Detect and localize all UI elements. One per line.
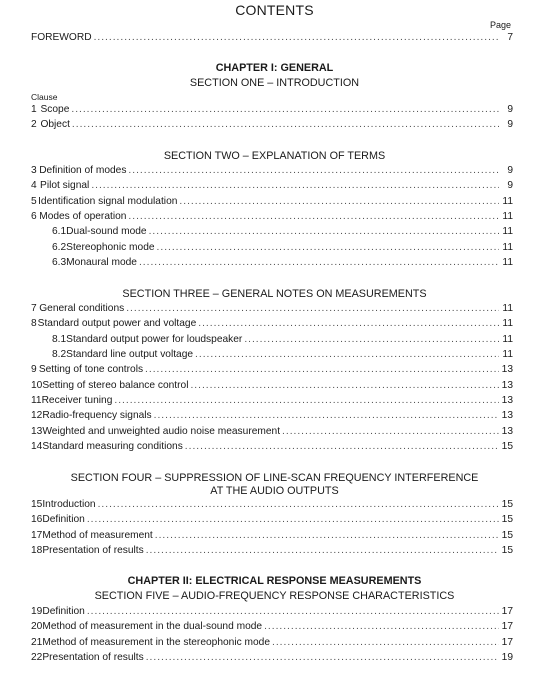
toc-entry-number: 4 <box>31 180 37 191</box>
toc-entry-number: 8.1 <box>52 334 67 345</box>
toc-entry-text: Radio-frequency signals <box>42 410 152 421</box>
leader-dots <box>72 119 499 130</box>
toc-entry[interactable] <box>31 318 513 332</box>
leader-dots <box>157 242 499 253</box>
leader-dots <box>145 364 499 375</box>
toc-entry[interactable] <box>31 196 513 210</box>
toc-entry-number: 6 <box>31 211 37 222</box>
toc-entry-text: General conditions <box>39 303 125 314</box>
toc-entry-page: 9 <box>507 165 513 176</box>
leader-dots <box>149 226 499 237</box>
toc-entry-page: 13 <box>501 380 513 391</box>
toc-entry-text: Setting of tone controls <box>38 364 144 375</box>
leader-dots <box>282 426 499 437</box>
page-title: CONTENTS <box>235 2 314 18</box>
toc-entry-number: 18 <box>31 545 43 556</box>
toc-entry-page: 15 <box>501 530 513 541</box>
leader-dots <box>146 652 499 663</box>
toc-entry-page: 15 <box>501 514 513 525</box>
toc-entry-page: 15 <box>501 499 513 510</box>
section-heading: SECTION TWO – EXPLANATION OF TERMS <box>163 150 386 162</box>
toc-entry-page: 11 <box>502 303 513 314</box>
toc-entry-page: 11 <box>502 211 513 222</box>
toc-entry-text: FOREWORD <box>31 32 92 43</box>
toc-entry-number: 6.1 <box>52 226 67 237</box>
chapter-heading: CHAPTER I: GENERAL <box>215 62 334 74</box>
toc-entry-text: Monaural mode <box>66 257 137 268</box>
leader-dots <box>155 530 499 541</box>
toc-entry-page: 11 <box>502 334 513 345</box>
toc-entry-text: Method of measurement in the dual-sound mode <box>42 621 263 632</box>
toc-entry[interactable] <box>31 104 513 118</box>
toc-entry[interactable] <box>31 426 513 440</box>
toc-entry[interactable] <box>31 499 513 513</box>
toc-entry[interactable] <box>31 165 513 179</box>
toc-entry-number: 3 <box>31 165 37 176</box>
toc-entry-number: 14 <box>31 441 43 452</box>
toc-entry-text: Receiver tuning <box>41 395 113 406</box>
section-heading-continued: AT THE AUDIO OUTPUTS <box>210 485 339 497</box>
leader-dots <box>91 180 499 191</box>
toc-entry-number: 8 <box>31 318 37 329</box>
toc-entry[interactable] <box>31 606 513 620</box>
leader-dots <box>128 211 499 222</box>
toc-entry-page: 17 <box>501 606 513 617</box>
chapter-heading: CHAPTER II: ELECTRICAL RESPONSE MEASUREMENTS <box>127 575 422 587</box>
toc-entry[interactable] <box>31 441 513 455</box>
leader-dots <box>264 621 499 632</box>
leader-dots <box>139 257 499 268</box>
toc-entry-page: 13 <box>501 395 513 406</box>
toc-entry-page: 15 <box>501 441 513 452</box>
toc-entry-number: 9 <box>31 364 37 375</box>
toc-subentry[interactable] <box>52 242 513 256</box>
toc-entry-text: Definition of modes <box>39 165 127 176</box>
toc-entry-text: Identification signal modulation <box>38 196 178 207</box>
toc-entry-number: 21 <box>31 637 43 648</box>
toc-entry-page: 9 <box>507 180 513 191</box>
toc-entry[interactable] <box>31 621 513 635</box>
toc-entry-text: Standard measuring conditions <box>42 441 183 452</box>
toc-entry-text: Presentation of results <box>42 652 144 663</box>
toc-entry-page: 11 <box>502 242 513 253</box>
section-heading: SECTION THREE – GENERAL NOTES ON MEASUREMENTS <box>122 288 427 300</box>
leader-dots <box>146 545 499 556</box>
toc-entry-text: Definition <box>42 514 85 525</box>
toc-entry-number: 16 <box>31 514 43 525</box>
leader-dots <box>87 606 499 617</box>
toc-entry-page: 9 <box>507 119 513 130</box>
toc-entry-foreword[interactable] <box>31 32 513 46</box>
leader-dots <box>126 303 499 314</box>
toc-entry-number: 6.2 <box>52 242 67 253</box>
toc-subentry[interactable] <box>52 226 513 240</box>
toc-entry[interactable] <box>31 545 513 559</box>
toc-entry[interactable] <box>31 514 513 528</box>
leader-dots <box>87 514 499 525</box>
toc-entry[interactable] <box>31 303 513 317</box>
leader-dots <box>244 334 499 345</box>
toc-entry-number: 19 <box>31 606 43 617</box>
toc-entry-text: Presentation of results <box>42 545 144 556</box>
toc-entry-page: 13 <box>501 410 513 421</box>
toc-entry[interactable] <box>31 410 513 424</box>
toc-entry-number: 2 <box>31 119 37 130</box>
leader-dots <box>154 410 499 421</box>
toc-entry-number: 20 <box>31 621 43 632</box>
toc-entry-page: 11 <box>502 349 513 360</box>
toc-entry-text: Method of measurement <box>42 530 153 541</box>
leader-dots <box>98 499 499 510</box>
toc-entry-number: 7 <box>31 303 37 314</box>
toc-entry-text: Standard line output voltage <box>66 349 194 360</box>
leader-dots <box>71 104 499 115</box>
leader-dots <box>114 395 499 406</box>
toc-entry-page: 11 <box>502 257 513 268</box>
toc-entry-number: 15 <box>31 499 43 510</box>
toc-entry-page: 11 <box>502 318 513 329</box>
toc-entry-text: Scope <box>40 104 70 115</box>
toc-entry-number: 5 <box>31 196 37 207</box>
toc-entry-page: 17 <box>501 621 513 632</box>
toc-entry-text: Setting of stereo balance control <box>42 380 189 391</box>
toc-entry-page: 7 <box>507 32 513 43</box>
toc-entry[interactable] <box>31 380 513 394</box>
section-heading: SECTION FIVE – AUDIO-FREQUENCY RESPONSE CHARACTERISTICS <box>94 590 455 602</box>
toc-entry-text: Modes of operation <box>39 211 127 222</box>
toc-entry-number: 12 <box>31 410 43 421</box>
toc-entry-text: Introduction <box>42 499 96 510</box>
leader-dots <box>198 318 499 329</box>
toc-entry[interactable] <box>31 211 513 225</box>
toc-entry[interactable] <box>31 119 513 133</box>
toc-entry-page: 15 <box>501 545 513 556</box>
leader-dots <box>128 165 499 176</box>
toc-entry-number: 13 <box>31 426 43 437</box>
toc-entry-number: 11 <box>31 395 42 406</box>
toc-entry-page: 11 <box>502 226 513 237</box>
leader-dots <box>190 380 499 391</box>
leader-dots <box>185 441 499 452</box>
toc-entry-text: Method of measurement in the stereophonic mode <box>42 637 270 648</box>
toc-subentry[interactable] <box>52 334 513 348</box>
toc-entry[interactable] <box>31 364 513 378</box>
leader-dots <box>179 196 499 207</box>
toc-entry-page: 9 <box>507 104 513 115</box>
section-heading: SECTION FOUR – SUPPRESSION OF LINE-SCAN FREQUENCY INTERFERENCE <box>70 472 479 484</box>
toc-entry-text: Definition <box>42 606 85 617</box>
toc-entry-page: 17 <box>501 637 513 648</box>
toc-entry-page: 13 <box>501 364 513 375</box>
toc-subentry[interactable] <box>52 257 513 271</box>
clause-label: Clause <box>31 92 58 102</box>
toc-entry[interactable] <box>31 530 513 544</box>
leader-dots <box>272 637 499 648</box>
toc-entry-text: Pilot signal <box>40 180 90 191</box>
toc-entry[interactable] <box>31 180 513 194</box>
leader-dots <box>94 32 499 43</box>
toc-entry-text: Dual-sound mode <box>66 226 147 237</box>
toc-entry[interactable] <box>31 637 513 651</box>
toc-entry-text: Weighted and unweighted audio noise measurement <box>42 426 281 437</box>
toc-entry[interactable] <box>31 652 513 666</box>
toc-entry-number: 6.3 <box>52 257 67 268</box>
toc-entry-number: 10 <box>31 380 43 391</box>
toc-entry-page: 13 <box>501 426 513 437</box>
toc-entry-number: 1 <box>31 104 37 115</box>
toc-entry-page: 19 <box>501 652 513 663</box>
toc-subentry[interactable] <box>52 349 513 363</box>
toc-entry-text: Stereophonic mode <box>66 242 155 253</box>
leader-dots <box>195 349 499 360</box>
toc-entry[interactable] <box>31 395 513 409</box>
toc-entry-number: 8.2 <box>52 349 67 360</box>
toc-entry-page: 11 <box>502 196 513 207</box>
toc-entry-text: Object <box>40 119 70 130</box>
toc-entry-number: 17 <box>31 530 43 541</box>
page-column-label: Page <box>489 20 511 30</box>
toc-entry-text: Standard output power for loudspeaker <box>66 334 243 345</box>
section-heading: SECTION ONE – INTRODUCTION <box>189 77 360 89</box>
toc-entry-number: 22 <box>31 652 43 663</box>
toc-entry-text: Standard output power and voltage <box>37 318 197 329</box>
